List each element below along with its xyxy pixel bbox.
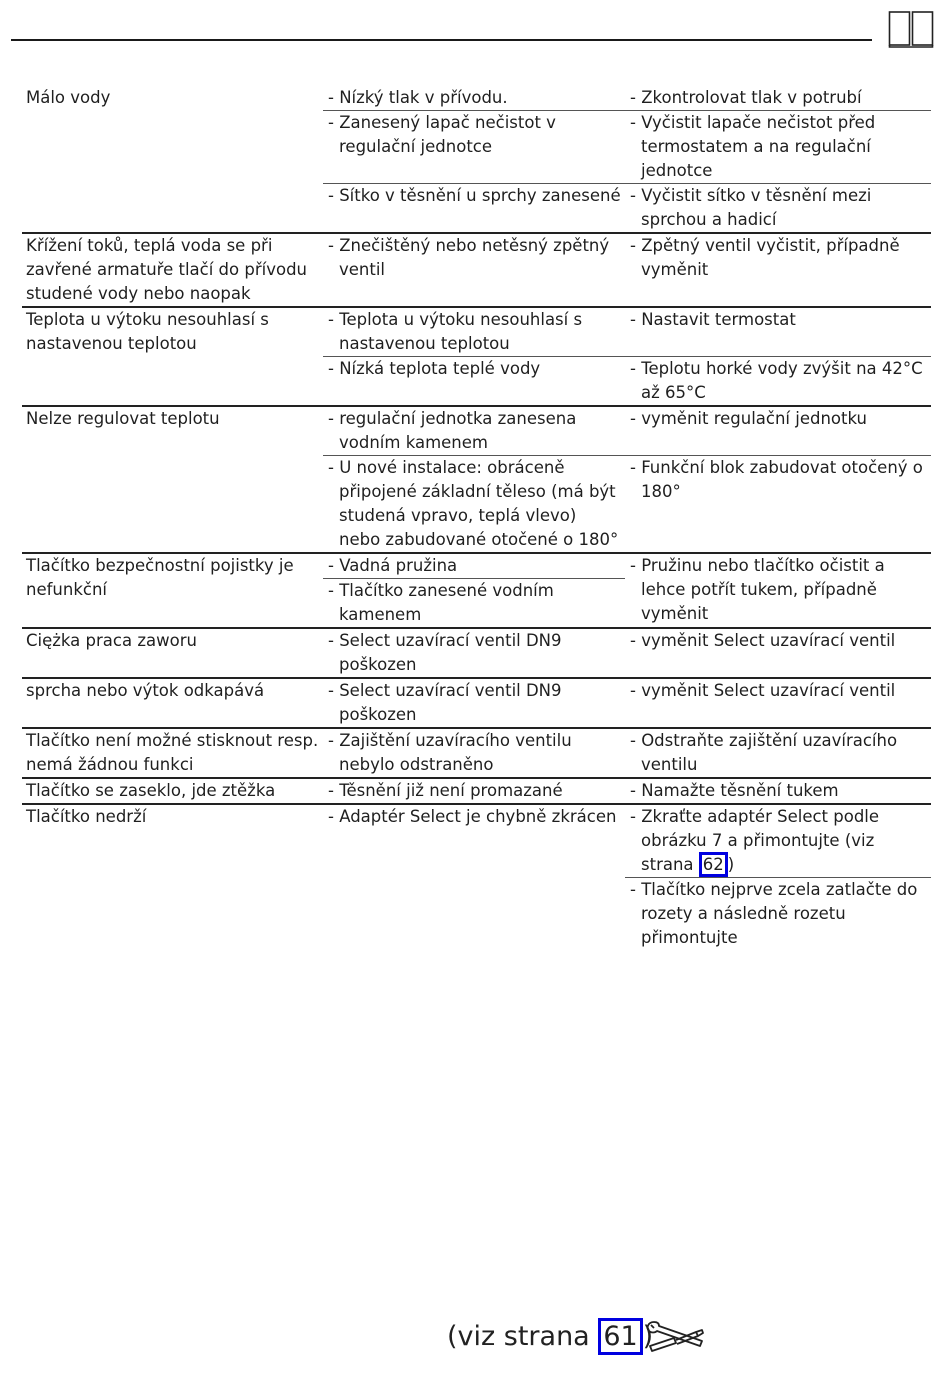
footer-text: (viz strana	[447, 1321, 599, 1352]
problem-cell: sprcha nebo výtok odkapává	[26, 681, 265, 700]
cause-cell: - Select uzavírací ventil DN9 poškozen	[328, 631, 562, 674]
page-link-62[interactable]: 62	[699, 852, 728, 877]
remedy-cell: - Tlačítko nejprve zcela zatlačte do rozety a následně rozetu přimontujte	[630, 880, 918, 947]
remedy-text: - Zkraťte adaptér Select podle obrázku 7 a přimontujte (viz strana	[630, 807, 880, 874]
cause-cell: - Znečištěný nebo netěsný zpětný ventil	[328, 236, 610, 279]
remedy-text-end: )	[727, 855, 735, 874]
remedy-cell: - vyměnit Select uzavírací ventil	[630, 631, 896, 650]
cause-remedy-pairs	[323, 86, 931, 232]
cause-cell: - Těsnění již není promazané	[328, 781, 563, 800]
page-link-61[interactable]: 61	[598, 1318, 642, 1355]
remedy-cell: - Odstraňte zajištění uzavíracího ventilu	[630, 731, 898, 774]
header-rule	[11, 39, 872, 41]
remedy-stack	[625, 805, 931, 950]
cause-cell: - Nízký tlak v přívodu.	[323, 86, 625, 111]
cause-remedy-pairs	[323, 679, 931, 727]
cause-cell: - Zanesený lapač nečistot v regulační jednotce	[323, 111, 625, 184]
problem-cell: Tlačítko nedrží	[26, 807, 147, 826]
cause-remedy-pairs	[323, 779, 931, 803]
cause-remedy-pairs	[323, 629, 931, 677]
cause-remedy-pairs	[323, 234, 931, 306]
cause-cell: - Teplota u výtoku nesouhlasí s nastavenou teplotou	[323, 308, 625, 357]
remedy-cell: - Vyčistit lapače nečistot před termostatem a na regulační jednotce	[625, 111, 931, 184]
cause-remedy-pairs	[323, 407, 931, 552]
problem-cell: Ciężka praca zaworu	[26, 631, 197, 650]
remedy-cell: - Pružinu nebo tlačítko očistit a lehce potřít tukem, případně vyměnit	[630, 556, 885, 623]
table-row	[22, 407, 931, 554]
table-row	[22, 308, 931, 407]
remedy-cell: - Zpětný ventil vyčistit, případně vyměnit	[630, 236, 900, 279]
table-row	[22, 554, 931, 629]
remedy-cell	[625, 805, 931, 878]
remedy-cell: - Teplotu horké vody zvýšit na 42°C až 65°C	[630, 359, 923, 402]
problem-cell: Nelze regulovat teplotu	[26, 409, 220, 428]
table-row	[22, 779, 931, 805]
cause-cell: - Vadná pružina	[323, 554, 625, 579]
problem-cell: Tlačítko bezpečnostní pojistky je nefunkční	[26, 556, 294, 599]
cause-stack	[323, 554, 625, 627]
table-row	[22, 679, 931, 729]
table-row	[22, 729, 931, 779]
tools-icon	[644, 1316, 706, 1358]
problem-cell: Teplota u výtoku nesouhlasí s nastavenou teplotou	[26, 310, 269, 353]
problem-cell: Tlačítko se zaseklo, jde ztěžka	[26, 781, 276, 800]
remedy-cell: - Zkontrolovat tlak v potrubí	[625, 86, 931, 111]
remedy-cell: - Funkční blok zabudovat otočený o 180°	[630, 458, 923, 501]
footer-page-ref	[447, 1313, 653, 1361]
table-row	[22, 629, 931, 679]
problem-cell: Tlačítko není možné stisknout resp. nemá žádnou funkci	[26, 731, 319, 774]
cause-cell: - Zajištění uzavíracího ventilu nebylo odstraněno	[328, 731, 572, 774]
cause-cell: - Select uzavírací ventil DN9 poškozen	[328, 681, 562, 724]
problem-cell: Málo vody	[26, 88, 111, 107]
book-icon	[888, 10, 936, 48]
remedy-cell: - Namažte těsnění tukem	[630, 781, 839, 800]
remedy-cell: - Vyčistit sítko v těsnění mezi sprchou a hadicí	[630, 186, 872, 229]
cause-cell: - Adaptér Select je chybně zkrácen	[328, 807, 617, 826]
cause-cell: - Tlačítko zanesené vodním kamenem	[328, 581, 554, 624]
cause-remedy-pairs	[323, 308, 931, 405]
remedy-cell: - Nastavit termostat	[625, 308, 931, 357]
cause-remedy-pairs	[323, 729, 931, 777]
remedy-cell: - vyměnit regulační jednotku	[625, 407, 931, 456]
cause-cell: - Nízká teplota teplé vody	[328, 359, 541, 378]
table-row	[22, 805, 931, 950]
cause-cell: - Sítko v těsnění u sprchy zanesené	[328, 186, 621, 205]
troubleshooting-table	[22, 86, 931, 950]
table-row	[22, 86, 931, 234]
cause-cell: - U nové instalace: obráceně připojené základní těleso (má být studená vpravo, teplá vlevo) nebo zabudované otočené o 180°	[328, 458, 619, 549]
problem-cell: Křížení toků, teplá voda se při zavřené armatuře tlačí do přívodu studené vody nebo naopak	[26, 236, 308, 303]
footer-text-end: )	[642, 1321, 654, 1352]
remedy-cell: - vyměnit Select uzavírací ventil	[630, 681, 896, 700]
table-row	[22, 234, 931, 308]
cause-cell: - regulační jednotka zanesena vodním kamenem	[323, 407, 625, 456]
